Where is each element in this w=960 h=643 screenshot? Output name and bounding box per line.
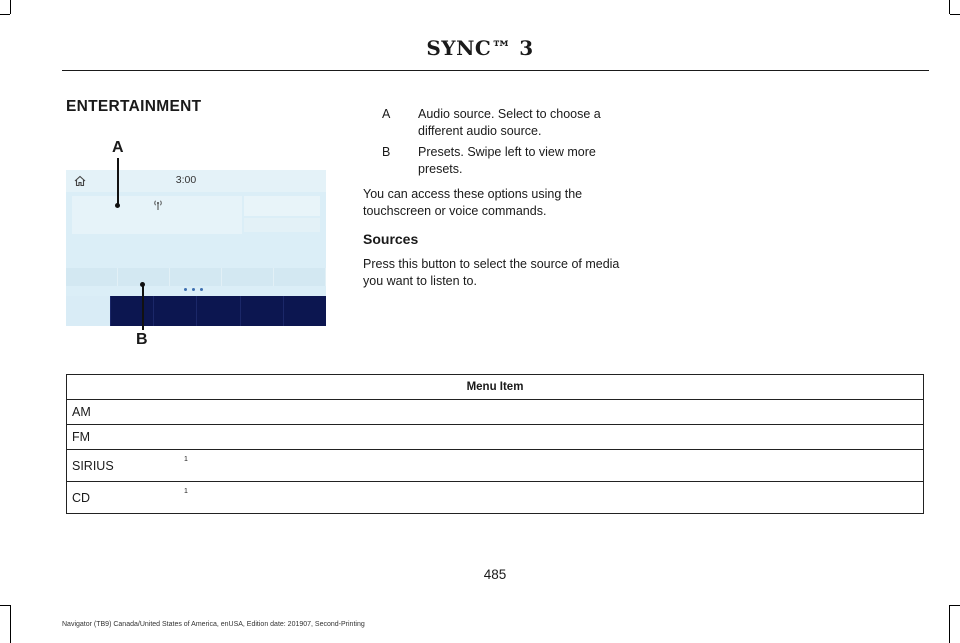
page-number: 485 bbox=[483, 567, 507, 582]
header-rule bbox=[62, 70, 929, 71]
crop-mark bbox=[0, 14, 10, 15]
menu-item-label: FM bbox=[72, 430, 91, 444]
crop-mark bbox=[950, 605, 960, 606]
menu-item-table bbox=[66, 374, 924, 514]
intro-paragraph: You can access these options using the touchscreen or voice commands. bbox=[363, 187, 583, 218]
table-row bbox=[67, 425, 924, 450]
crop-mark bbox=[949, 605, 950, 643]
crop-mark bbox=[950, 14, 960, 15]
menu-item-label: SIRIUS bbox=[72, 458, 114, 473]
footnote-marker: 1 bbox=[184, 488, 188, 495]
page-dot bbox=[200, 288, 203, 291]
table-header: Menu Item bbox=[67, 375, 924, 400]
table-row bbox=[67, 450, 924, 482]
section-title: ENTERTAINMENT bbox=[66, 98, 202, 115]
feature-tab bbox=[283, 296, 326, 326]
preset-row bbox=[66, 268, 326, 286]
screen-feature-bar bbox=[66, 296, 326, 326]
screen-side-button bbox=[244, 218, 320, 232]
callout-letter-b: B bbox=[136, 331, 148, 348]
crop-mark bbox=[0, 605, 10, 606]
preset-slot bbox=[170, 268, 222, 286]
entertainment-screen-figure bbox=[66, 170, 326, 326]
footer-text: Navigator (TB9) Canada/United States of America, enUSA, Edition date: 201907, Second-Printing bbox=[62, 621, 365, 628]
callout-dot-a bbox=[115, 203, 120, 208]
feature-tab bbox=[196, 296, 239, 326]
table-row bbox=[67, 482, 924, 514]
callout-line-b bbox=[142, 285, 144, 330]
preset-slot bbox=[222, 268, 274, 286]
legend-key: A bbox=[382, 107, 391, 121]
table-cell bbox=[67, 450, 924, 482]
sources-paragraph: Press this button to select the source of media you want to listen to. bbox=[363, 257, 620, 288]
crop-mark bbox=[10, 0, 11, 14]
feature-tab bbox=[153, 296, 196, 326]
feature-tab-active bbox=[66, 296, 110, 326]
page-header-title: SYNC™ 3 bbox=[426, 36, 534, 60]
page-dot bbox=[192, 288, 195, 291]
legend-text: Presets. Swipe left to view more presets. bbox=[418, 145, 596, 176]
sources-heading: Sources bbox=[363, 231, 419, 247]
page-dot bbox=[184, 288, 187, 291]
footnote-marker: 1 bbox=[184, 456, 188, 463]
screen-side-button bbox=[244, 196, 320, 216]
crop-mark bbox=[10, 605, 11, 643]
screen-clock: 3:00 bbox=[175, 174, 197, 186]
crop-mark bbox=[949, 0, 950, 14]
callout-line-a bbox=[117, 158, 119, 206]
page-indicator-dots bbox=[184, 288, 203, 291]
table-cell bbox=[67, 425, 924, 450]
menu-item-label: CD bbox=[72, 490, 91, 505]
legend-text: Audio source. Select to choose a different audio source. bbox=[418, 107, 601, 138]
feature-tab bbox=[240, 296, 283, 326]
table-cell bbox=[67, 400, 924, 425]
signal-icon bbox=[152, 200, 164, 210]
table-row bbox=[67, 400, 924, 425]
table-cell bbox=[67, 482, 924, 514]
callout-letter-a: A bbox=[112, 139, 124, 156]
preset-slot bbox=[274, 268, 326, 286]
preset-slot bbox=[66, 268, 118, 286]
menu-item-label: AM bbox=[72, 405, 91, 419]
legend-key: B bbox=[382, 145, 391, 159]
feature-tab bbox=[110, 296, 153, 326]
